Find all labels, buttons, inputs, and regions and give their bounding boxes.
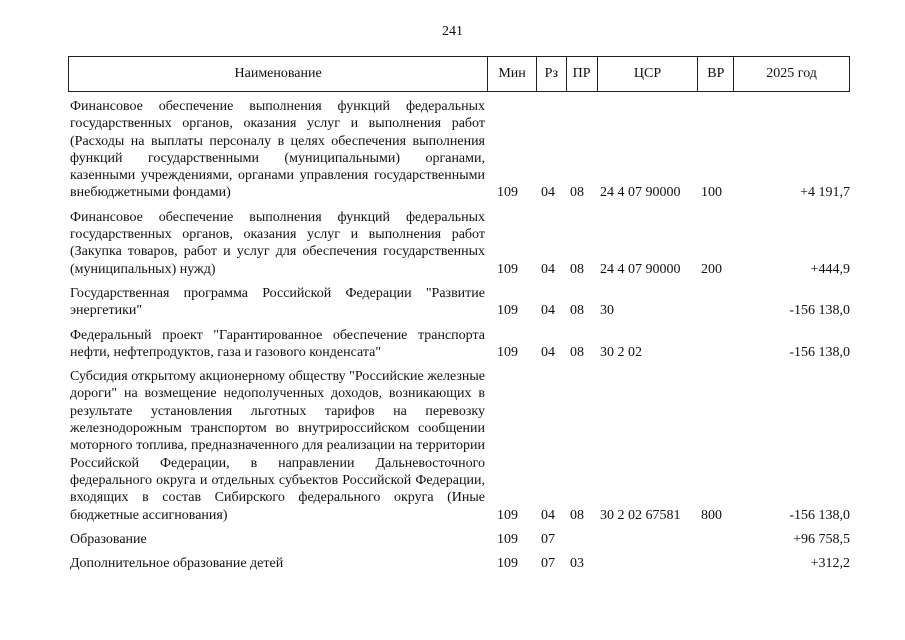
row-rz: 07 xyxy=(541,556,555,572)
row-name: Образование xyxy=(70,531,147,547)
row-csr: 30 2 02 67581 xyxy=(600,507,681,523)
table-row xyxy=(70,327,850,362)
row-amount: +96 758,5 xyxy=(793,531,850,547)
header-rz: Рз xyxy=(536,57,566,92)
row-rz: 04 xyxy=(541,303,555,319)
header-csr: ЦСР xyxy=(597,57,698,92)
row-min: 109 xyxy=(497,303,518,319)
row-csr xyxy=(600,531,701,548)
row-rz: 04 xyxy=(541,507,555,523)
row-pr xyxy=(570,531,600,548)
row-amount: -156 138,0 xyxy=(789,303,850,319)
budget-rows xyxy=(70,98,850,579)
table-header xyxy=(68,56,850,92)
page-number: 241 xyxy=(442,24,463,39)
table-row xyxy=(70,285,850,320)
row-min: 109 xyxy=(497,261,518,277)
row-pr: 08 xyxy=(570,303,584,319)
row-rz: 04 xyxy=(541,185,555,201)
row-name: Федеральный проект "Гарантированное обеспечение транспорта нефти, нефтепродуктов, газа и газового конденсата" xyxy=(70,327,485,360)
header-vr: ВР xyxy=(698,57,734,92)
row-amount: -156 138,0 xyxy=(789,507,850,523)
row-vr xyxy=(701,531,736,548)
row-name: Финансовое обеспечение выполнения функций федеральных государственных органов, оказания услуг и выполнения работ (Закупка товаров, работ и услуг для обеспечения государственных (муниципальных) нужд) xyxy=(70,209,485,277)
row-vr: 200 xyxy=(701,261,722,277)
row-pr: 08 xyxy=(570,507,584,523)
row-name: Дополнительное образование детей xyxy=(70,556,284,572)
row-pr: 08 xyxy=(570,344,584,360)
row-min: 109 xyxy=(497,531,518,547)
row-name: Субсидия открытому акционерному обществу "Российские железные дороги" на возмещение недополученных доходов, возникающих в результате установления льготных тарифов на перевозку железнодорожным транспортом во внутрироссийском сообщении моторного топлива, предназначенного для реализации на территории Российской Федерации, в направлении Дальневосточного федерального округа и отдельных субъектов Российской Федерации, входящих в состав Сибирского федерального округа (Иные бюджетные ассигнования) xyxy=(70,369,485,523)
header-name: Наименование xyxy=(69,57,488,92)
row-min: 109 xyxy=(497,344,518,360)
row-min: 109 xyxy=(497,507,518,523)
row-name: Государственная программа Российской Федерации "Развитие энергетики" xyxy=(70,285,485,319)
header-pr: ПР xyxy=(566,57,597,92)
row-name: Финансовое обеспечение выполнения функций федеральных государственных органов, оказания услуг и выполнения работ (Расходы на выплаты персоналу в целях обеспечения выполнения функций государственными (муниципальными) органами, казенными учреждениями, органами управления государственными внебюджетными фондами) xyxy=(70,99,485,201)
header-year: 2025 год xyxy=(734,57,850,92)
row-vr: 100 xyxy=(701,185,722,201)
table-row xyxy=(70,368,850,524)
row-vr: 800 xyxy=(701,507,722,523)
row-amount: +4 191,7 xyxy=(800,185,850,201)
row-rz: 04 xyxy=(541,261,555,277)
row-vr xyxy=(701,302,736,319)
row-rz: 07 xyxy=(541,531,555,547)
row-csr: 24 4 07 90000 xyxy=(600,261,681,277)
row-csr xyxy=(600,555,701,572)
table-row xyxy=(70,209,850,278)
row-pr: 03 xyxy=(570,556,584,572)
row-csr: 30 2 02 xyxy=(600,344,642,360)
row-rz: 04 xyxy=(541,344,555,360)
row-min: 109 xyxy=(497,185,518,201)
row-amount: +444,9 xyxy=(810,261,850,277)
row-csr: 30 xyxy=(600,303,614,319)
table-row xyxy=(70,555,850,572)
row-pr: 08 xyxy=(570,261,584,277)
row-amount: -156 138,0 xyxy=(789,344,850,360)
row-pr: 08 xyxy=(570,185,584,201)
row-csr: 24 4 07 90000 xyxy=(600,185,681,201)
row-vr xyxy=(701,344,736,361)
table-row xyxy=(70,98,850,202)
row-min: 109 xyxy=(497,556,518,572)
row-amount: +312,2 xyxy=(810,556,850,572)
row-vr xyxy=(701,555,736,572)
header-min: Мин xyxy=(488,57,537,92)
table-row xyxy=(70,531,850,548)
